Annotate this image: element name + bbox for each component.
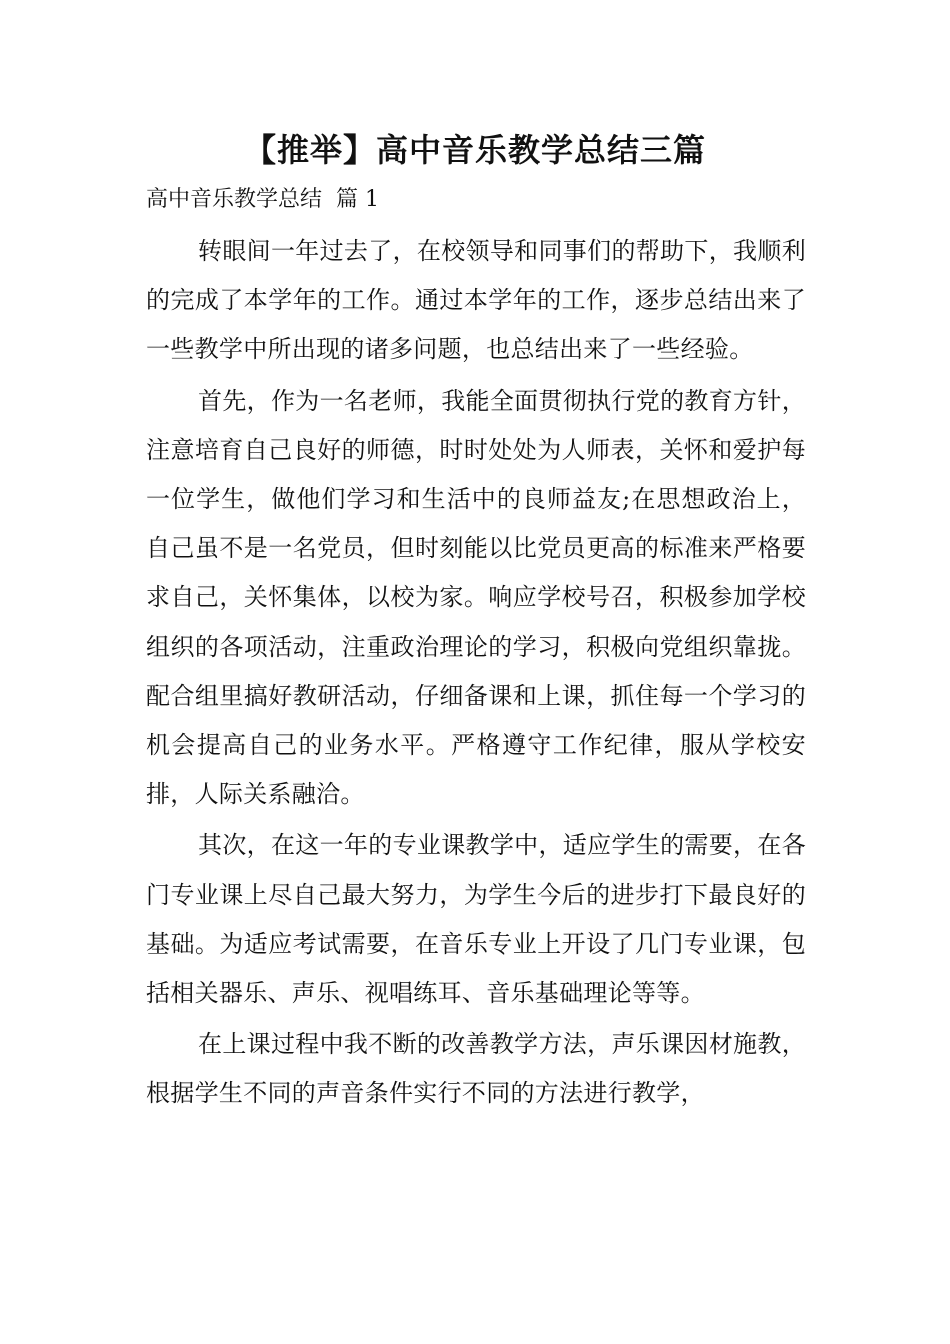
paragraph: 其次，在这一年的专业课教学中，适应学生的需要，在各门专业课上尽自己最大努力，为学生今后的进步打下最良好的基础。为适应考试需要，在音乐专业上开设了几门专业课，包括相关器乐、声乐、视唱练耳、音乐基础理论等等。	[146, 831, 806, 1008]
paragraph: 在上课过程中我不断的改善教学方法，声乐课因材施教，根据学生不同的声音条件实行不同的方法进行教学，	[146, 1030, 806, 1108]
section-heading: 高中音乐教学总结 篇 1	[146, 187, 379, 212]
paragraph: 首先，作为一名老师，我能全面贯彻执行党的教育方针，注意培育自己良好的师德，时时处处为人师表，关怀和爱护每一位学生，做他们学习和生活中的良师益友;在思想政治上，自己虽不是一名党员，但时刻能以比党员更高的标准来严格要求自己，关怀集体，以校为家。响应学校号召，积极参加学校组织的各项活动，注重政治理论的学习，积极向党组织靠拢。配合组里搞好教研活动，仔细备课和上课，抓住每一个学习的机会提高自己的业务水平。严格遵守工作纪律，服从学校安排，人际关系融洽。	[146, 386, 806, 809]
document-title: 【推举】高中音乐教学总结三篇	[243, 131, 706, 169]
document-body	[146, 227, 806, 1121]
paragraph: 转眼间一年过去了，在校领导和同事们的帮助下，我顺利的完成了本学年的工作。通过本学年的工作，逐步总结出来了一些教学中所出现的诸多问题，也总结出来了一些经验。	[146, 237, 806, 364]
